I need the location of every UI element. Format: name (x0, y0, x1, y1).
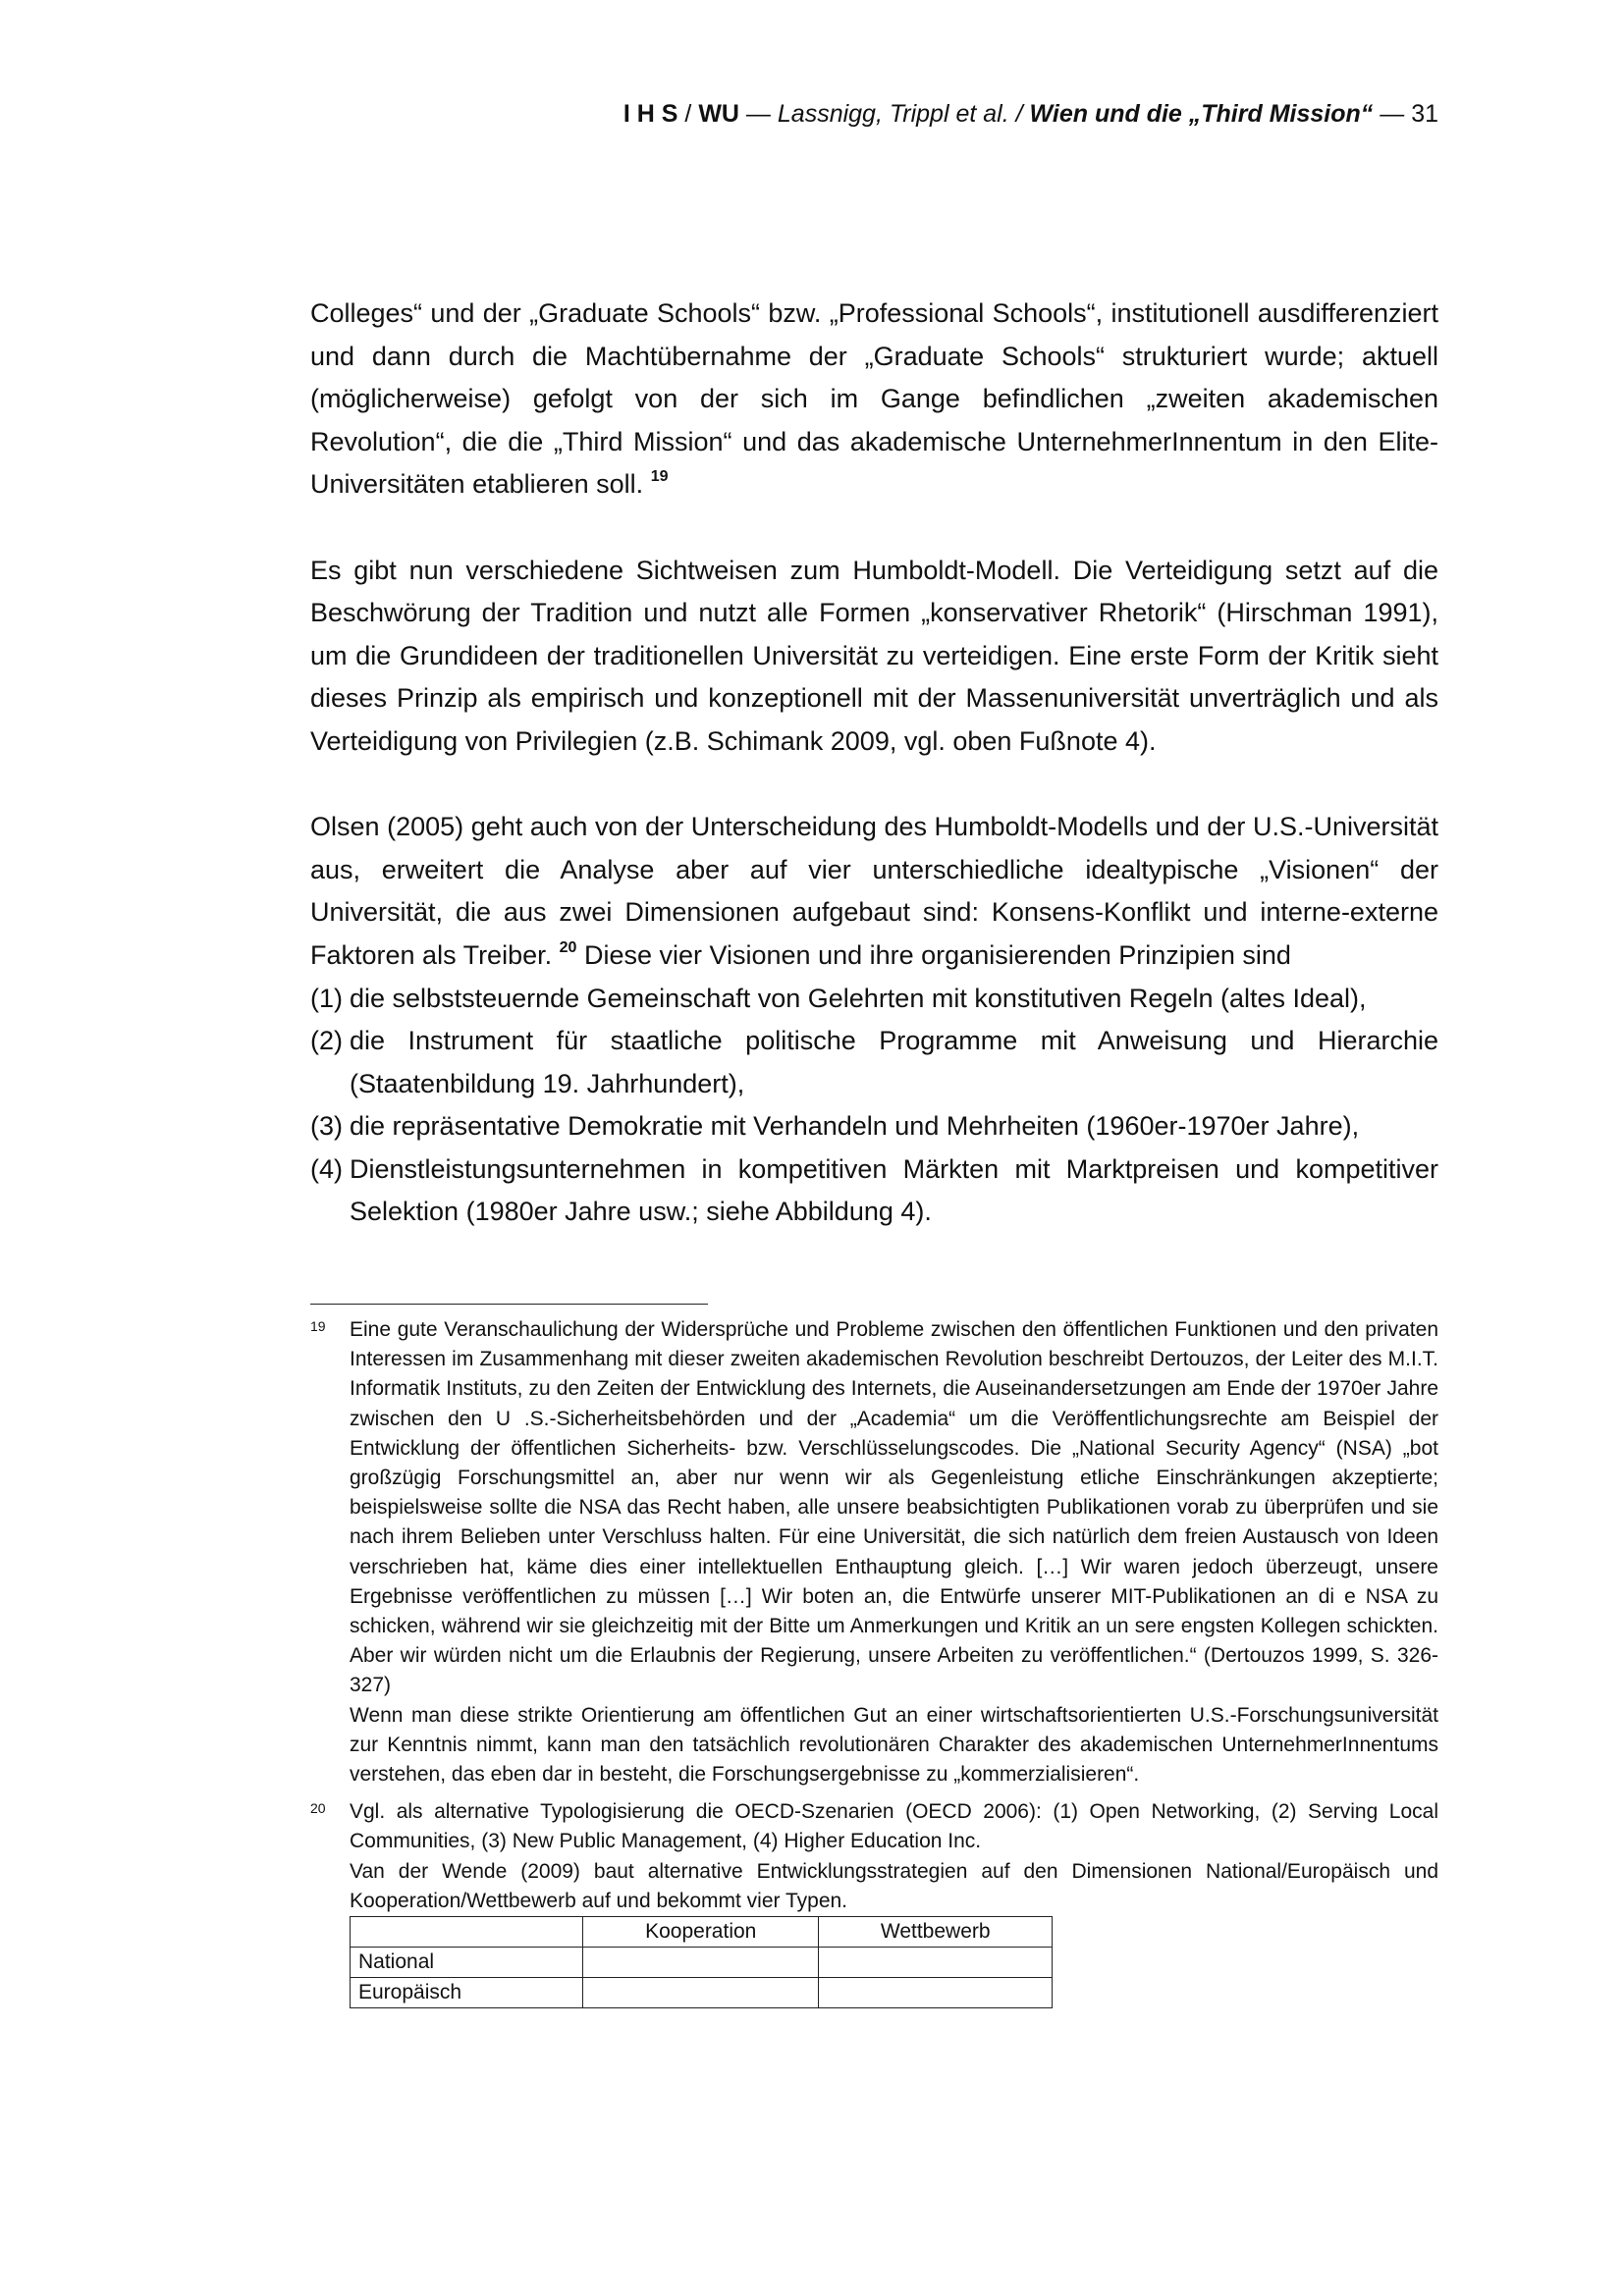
footnote-20 (310, 1797, 1438, 2008)
vision-item (310, 1020, 1438, 1105)
footnote-19-text-2: Wenn man diese strikte Orientierung am öffentlichen Gut an einer wirtschaftsorientierten U.S.-Forschungsuniversität zur Kenntnis nimmt, kann man den tatsächlich revolutionären Charakter des akademischen UnternehmerInnentums verstehen, das eben dar in besteht, die Forschungsergebnisse zu „kommerzialisieren“. (350, 1703, 1438, 1787)
table-header-cell: Kooperation (583, 1917, 819, 1948)
footnote-ref-19: 19 (650, 468, 669, 486)
paragraph-3-tail: Diese vier Visionen und ihre organisierenden Prinzipien sind (583, 939, 1291, 970)
vision-text: die Instrument für staatliche politische Programme mit Anweisung und Hierarchie (Staatenbildung 19. Jahrhundert), (350, 1026, 1438, 1098)
vision-number: (2) (310, 1026, 343, 1056)
table-cell: Europäisch (351, 1978, 583, 2008)
paragraph-3-text: Olsen (2005) geht auch von der Unterscheidung des Humboldt-Modells und der U.S.-Universität aus, erweitert die Analyse aber auf vier unterschiedliche idealtypische „Visionen“ der Universität, die aus zwei Dimensionen aufgebaut sind: Konsens-Konflikt und interne-externe Faktoren als Treiber. (310, 812, 1438, 970)
vision-item (310, 1148, 1438, 1234)
typology-table (350, 1916, 1053, 2008)
paragraph-3 (310, 806, 1438, 977)
header-dash-2: — (1373, 100, 1412, 128)
paragraph-2: Es gibt nun verschiedene Sichtweisen zum Humboldt-Modell. Die Verteidigung setzt auf die Beschwörung der Tradition und nutzt alle Formen „konservativer Rhetorik“ (Hirschman 1991), um die Grundideen der traditionellen Universität zu verteidigen. Eine erste Form der Kritik sieht dieses Prinzip als empirisch und konzeptionell mit der Massenuniversität unverträglich und als Verteidigung von Privilegien (z.B. Schimank 2009, vgl. oben Fußnote 4). (310, 555, 1438, 756)
running-header (310, 100, 1438, 129)
footnote-ref-20: 20 (559, 938, 577, 956)
header-org-wu: WU (698, 100, 739, 128)
vision-item (310, 978, 1438, 1021)
header-org-ihs: I H S (623, 100, 678, 128)
footnote-20-text-2: Van der Wende (2009) baut alternative Entwicklungsstrategien auf den Dimensionen National/Europäisch und Kooperation/Wettbewerb auf und bekommt vier Typen. (350, 1859, 1438, 1912)
table-header-cell: Wettbewerb (819, 1917, 1053, 1948)
vision-number: (3) (310, 1111, 343, 1142)
paragraph-1-text: Colleges“ und der „Graduate Schools“ bzw. „Professional Schools“, institutionell ausdifferenziert und dann durch die Machtübernahme der „Graduate Schools“ strukturiert wurde; aktuell (möglicherweise) gefolgt von der sich im Gange befindlichen „zweiten akademischen Revolution“, die die „Third Mission“ und das akademische UnternehmerInnentum in den Elite-Universitäten etablieren soll. (310, 298, 1438, 500)
table-row (351, 1978, 1053, 2008)
table-cell: National (351, 1948, 583, 1978)
header-dash-1: — (738, 100, 778, 128)
page-number: 31 (1411, 100, 1438, 128)
table-row (351, 1948, 1053, 1978)
header-title: Wien und die „Third Mission“ (1029, 100, 1374, 128)
vision-text: Dienstleistungsunternehmen in kompetitiven Märkten mit Marktpreisen und kompetitiver Selektion (1980er Jahre usw.; siehe Abbildung 4). (350, 1153, 1438, 1227)
footnote-19-text-1: Eine gute Veranschaulichung der Widersprüche und Probleme zwischen den öffentlichen Funktionen und den privaten Interessen im Zusammenhang mit dieser zweiten akademischen Revolution beschreibt Dertouzos, der Leiter des M.I.T. Informatik Instituts, zu den Zeiten der Entwicklung des Internets, die Auseinandersetzungen am Ende der 1970er Jahre zwischen den U .S.-Sicherheitsbehörden und der „Academia“ um die Veröffentlichungsrechte am Beispiel der Entwicklung der öffentlichen Sicherheits- bzw. Verschlüsselungscodes. Die „National Security Agency“ (NSA) „bot großzügig Forschungsmittel an, aber nur wenn wir als Gegenleistung etliche Einschränkungen akzeptierte; beispielsweise sollte die NSA das Recht haben, alle unsere beabsichtigten Publikationen vorab zu überprüfen und sie nach ihrem Belieben unter Verschluss halten. Für eine Universität, die sich natürlich dem freien Austausch von Ideen verschrieben hat, käme dies einer intellektuellen Enthauptung gleich. […] Wir waren jedoch überzeugt, unsere Ergebnisse veröffentlichen zu müssen […] Wir boten an, die Entwürfe unserer MIT-Publikationen an di e NSA zu schicken, während wir sie gleichzeitig mit der Bitte um Anmerkungen und Kritik an un sere engsten Kollegen schickten. Aber wir würden nicht um die Erlaubnis der Regierung, unsere Arbeiten zu veröffentlichen.“ (Dertouzos 1999, S. 326-327) (350, 1318, 1438, 1697)
table-cell (583, 1978, 819, 2008)
vision-text: die repräsentative Demokratie mit Verhandeln und Mehrheiten (1960er-1970er Jahre), (350, 1111, 1360, 1142)
footnote-20-number: 20 (310, 1800, 326, 1817)
body-text (310, 293, 1438, 1234)
paragraph-1 (310, 293, 1438, 507)
footnote-20-text-1: Vgl. als alternative Typologisierung die OECD-Szenarien (OECD 2006): (1) Open Networking, (2) Serving Local Communities, (3) New Public Management, (4) Higher Education Inc. (350, 1800, 1438, 1853)
table-cell (819, 1978, 1053, 2008)
footnote-separator (310, 1304, 708, 1305)
table-header-row (351, 1917, 1053, 1948)
vision-number: (1) (310, 983, 343, 1013)
table-cell (819, 1948, 1053, 1978)
header-authors: Lassnigg, Trippl et al. / (777, 100, 1030, 128)
footnote-19 (310, 1315, 1438, 1789)
footnotes (310, 1315, 1438, 2008)
vision-text: die selbststeuernde Gemeinschaft von Gelehrten mit konstitutiven Regeln (altes Ideal), (350, 983, 1367, 1013)
header-separator: / (677, 100, 699, 128)
visions-list (310, 978, 1438, 1235)
footnote-19-number: 19 (310, 1318, 326, 1334)
vision-item (310, 1105, 1438, 1148)
table-cell (583, 1948, 819, 1978)
table-header-cell (351, 1917, 583, 1948)
vision-number: (4) (310, 1153, 343, 1184)
